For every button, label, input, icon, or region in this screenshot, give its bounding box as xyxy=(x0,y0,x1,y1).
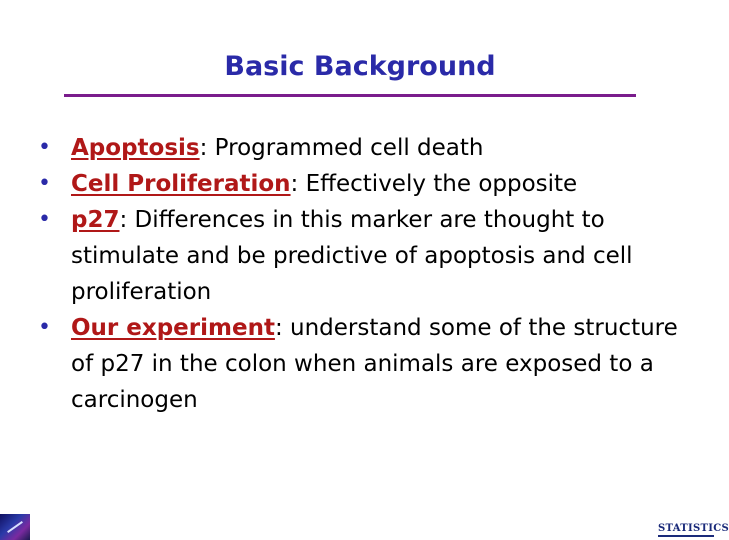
bullet-text: : Differences in this marker are thought to stimulate and be predictive of apoptosis and cell proliferation xyxy=(71,207,633,305)
bullet-item-apoptosis xyxy=(38,130,678,166)
title-rule xyxy=(64,94,636,97)
corner-logo-left xyxy=(0,514,30,540)
bullet-item-cell-proliferation xyxy=(38,166,678,202)
bullet-item-p27 xyxy=(38,202,678,310)
statistics-logo xyxy=(656,523,729,540)
bullet-term: Our experiment xyxy=(71,315,275,341)
bullet-term: p27 xyxy=(71,207,120,233)
slide-title: Basic Background xyxy=(224,51,496,82)
bullet-list xyxy=(38,130,678,418)
bullet-text: : understand some of the structure of p27 in the colon when animals are exposed to a carcinogen xyxy=(71,315,678,413)
bullet-term: Apoptosis xyxy=(71,135,200,161)
bullet-item-our-experiment xyxy=(38,310,678,418)
bullet-dot-icon: • xyxy=(38,171,51,196)
bullet-dot-icon: • xyxy=(38,135,51,160)
bullet-term: Cell Proliferation xyxy=(71,171,291,197)
logo-streak xyxy=(7,521,23,533)
statistics-logo-text: STATISTICS xyxy=(658,523,729,534)
bullet-dot-icon: • xyxy=(38,207,51,232)
statistics-logo-bar xyxy=(658,535,714,537)
bullet-text: : Effectively the opposite xyxy=(290,171,578,197)
bullet-dot-icon: • xyxy=(38,315,51,340)
bullet-text: : Programmed cell death xyxy=(199,135,484,161)
